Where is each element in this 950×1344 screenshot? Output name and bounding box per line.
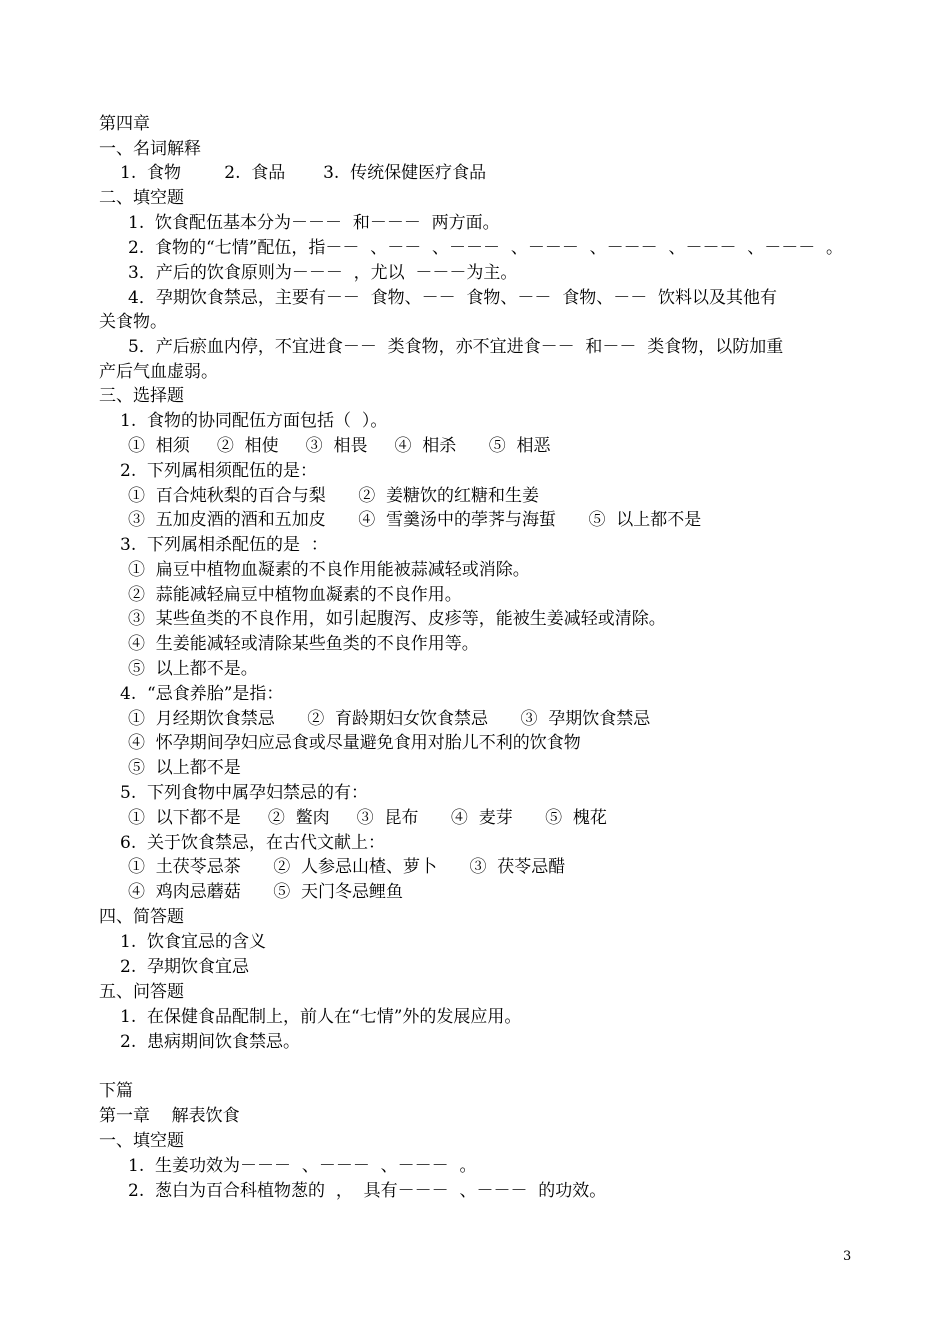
text-line: 2. 患病期间饮食禁忌。 [120, 1032, 301, 1052]
text-line: ③ 某些鱼类的不良作用，如引起腹泻、皮疹等，能被生姜减轻或清除。 [128, 609, 666, 629]
text-line: 2. 葱白为百合科植物葱的 ， 具有－－－ 、－－－ 的功效。 [128, 1181, 607, 1201]
text-line: 3. 下列属相杀配伍的是 ： [120, 535, 328, 555]
text-line: 1. 生姜功效为－－－ 、－－－ 、－－－ 。 [128, 1156, 477, 1176]
text-line: 三、选择题 [99, 386, 184, 406]
text-line: ⑤ 以上都不是。 [128, 659, 258, 679]
page-number: 3 [843, 1249, 852, 1264]
text-line: 第四章 [99, 114, 150, 134]
text-line: ④ 生姜能减轻或清除某些鱼类的不良作用等。 [128, 634, 479, 654]
text-line: 1. 在保健食品配制上，前人在“七情”外的发展应用。 [120, 1007, 522, 1027]
text-line: 3．产后的饮食原则为－－－ ，尤以 －－－为主。 [128, 263, 518, 283]
text-line: 5. 下列食物中属孕妇禁忌的有： [120, 783, 369, 803]
text-line: ① 月经期饮食禁忌 ② 育龄期妇女饮食禁忌 ③ 孕期饮食禁忌 [128, 709, 651, 729]
text-line: 1. 食物的协同配伍方面包括（ ）。 [120, 411, 388, 431]
text-line: ① 百合炖秋梨的百合与梨 ② 姜糖饮的红糖和生姜 [128, 486, 540, 506]
text-line: ⑤ 以上都不是 [128, 758, 241, 778]
text-line: 1. 饮食宜忌的含义 [120, 932, 267, 952]
text-line: 下篇 [99, 1081, 133, 1101]
text-line: 2. 下列属相须配伍的是： [120, 461, 318, 481]
text-line: 5．产后瘀血内停，不宜进食－－ 类食物，亦不宜进食－－ 和－－ 类食物，以防加重 [128, 337, 784, 357]
text-line: 6. 关于饮食禁忌，在古代文献上： [120, 833, 386, 853]
text-line: 二、填空题 [99, 188, 184, 208]
text-line: 2. 孕期饮食宜忌 [120, 957, 250, 977]
text-line: ② 蒜能减轻扁豆中植物血凝素的不良作用。 [128, 585, 462, 605]
text-line: 4．孕期饮食禁忌，主要有－－ 食物、－－ 食物、－－ 食物、－－ 饮料以及其他有 [128, 288, 778, 308]
text-line: ③ 五加皮酒的酒和五加皮 ④ 雪羹汤中的荸荠与海蜇 ⑤ 以上都不是 [128, 510, 702, 530]
text-line: ④ 怀孕期间孕妇应忌食或尽量避免食用对胎儿不利的饮食物 [128, 733, 581, 753]
text-line: ① 以下都不是 ② 鳖肉 ③ 昆布 ④ 麦芽 ⑤ 槐花 [128, 808, 607, 828]
text-line: 1. 食物 2. 食品 3. 传统保健医疗食品 [120, 163, 487, 183]
text-line: 一、填空题 [99, 1131, 184, 1151]
text-line: 第一章 解表饮食 [99, 1106, 240, 1126]
text-line: 一、名词解释 [99, 139, 201, 159]
text-line: 五、问答题 [99, 982, 184, 1002]
text-line: ④ 鸡肉忌蘑菇 ⑤ 天门冬忌鲤鱼 [128, 882, 404, 902]
text-line: 四、简答题 [99, 907, 184, 927]
text-line: 关食物。 [99, 312, 167, 332]
text-line: ① 相须 ② 相使 ③ 相畏 ④ 相杀 ⑤ 相恶 [128, 436, 551, 456]
text-line: ① 扁豆中植物血凝素的不良作用能被蒜减轻或消除。 [128, 560, 530, 580]
text-line: 产后气血虚弱。 [99, 362, 218, 382]
text-line: 4. “忌食养胎”是指： [120, 684, 284, 704]
text-line: ① 土茯苓忌茶 ② 人参忌山楂、萝卜 ③ 茯苓忌醋 [128, 857, 566, 877]
text-line: 1. 饮食配伍基本分为－－－ 和－－－ 两方面。 [128, 213, 500, 233]
text-line: 2. 食物的“七情”配伍，指－－ 、－－ 、－－－ 、－－－ 、－－－ 、－－－ 、－－－ 。 [128, 238, 844, 258]
